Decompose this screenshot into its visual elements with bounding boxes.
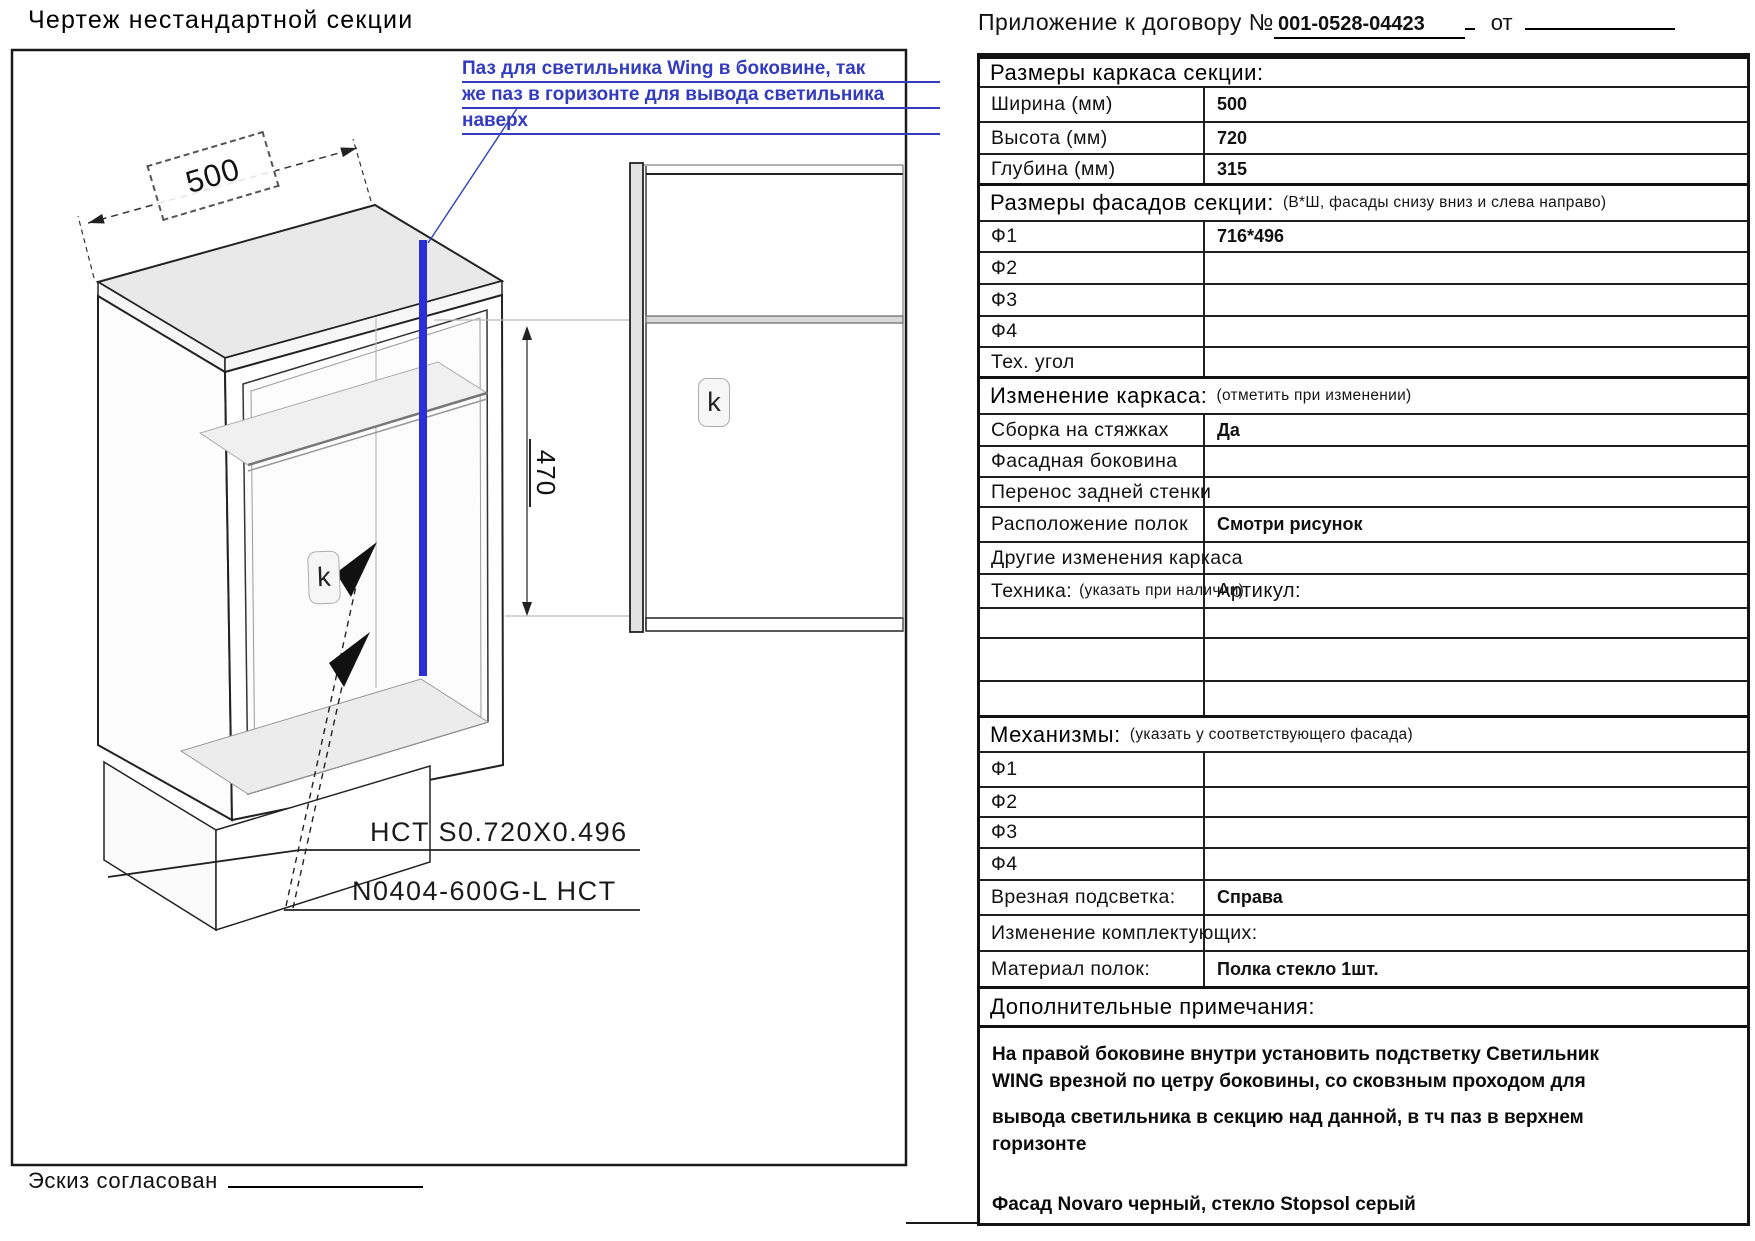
section-title: Размеры фасадов секции: — [990, 190, 1274, 215]
spec-row-label: Ф3 — [980, 818, 1205, 847]
spec-section-header — [980, 715, 1747, 751]
spec-row-value: 716*496 — [1217, 226, 1285, 246]
spec-row — [980, 914, 1747, 950]
spec-row-value — [1205, 543, 1747, 573]
spec-row-label — [980, 639, 1205, 680]
section-title: Изменение каркаса: — [990, 383, 1208, 408]
spec-row-value — [1205, 788, 1747, 816]
height-dimension-label: 470 — [529, 439, 561, 507]
spec-row — [980, 220, 1747, 251]
section-note: (В*Ш, фасады снизу вниз и слева направо) — [1282, 194, 1607, 211]
spec-row — [980, 816, 1747, 847]
spec-row-value — [1205, 609, 1747, 637]
spec-row — [980, 251, 1747, 283]
specification-table — [977, 53, 1750, 1226]
spec-row — [980, 315, 1747, 346]
sketch-approved-label: Эскиз согласован — [28, 1168, 218, 1193]
spec-row — [980, 121, 1747, 153]
spec-row-label — [980, 609, 1205, 637]
spec-row-value — [1205, 682, 1747, 715]
shelf-marker-k-front: k — [698, 378, 730, 427]
page-title: Чертеж нестандартной секции — [28, 6, 414, 34]
spec-row — [980, 879, 1747, 914]
spec-row — [980, 86, 1747, 121]
spec-row-label: Врезная подсветка: — [980, 881, 1205, 914]
note-line: вывода светильника в секцию над данной, в тч паз в верхнем — [992, 1107, 1584, 1128]
spec-row-label: Другие изменения каркаса — [980, 543, 1205, 573]
section-code-label: HCT S0.720X0.496 — [370, 817, 628, 847]
note-line-facade: Фасад Novaro черный, стекло Stopsol серый — [992, 1194, 1416, 1215]
spec-row-label: Изменение комплектующих: — [980, 916, 1205, 950]
date-blank — [1525, 6, 1675, 30]
section-title: Механизмы: — [990, 721, 1121, 747]
spec-row-label: Сборка на стяжках — [980, 415, 1205, 445]
spec-row-value — [1205, 849, 1747, 879]
lamp-groove-annotation — [462, 57, 940, 135]
model-code-label: N0404-600G-L HCT — [352, 876, 617, 906]
spec-table-rows — [980, 56, 1747, 1025]
spec-row-value — [1205, 317, 1747, 346]
spec-row-label: Ф2 — [980, 253, 1205, 283]
note-line: На правой боковине внутри установить подстветку Светильник — [992, 1044, 1599, 1065]
spec-row — [980, 346, 1747, 376]
spec-row-value: Справа — [1217, 887, 1283, 907]
spec-row-value: Да — [1217, 419, 1240, 440]
annotation-line: же паз в горизонте для вывода светильника — [462, 83, 940, 109]
section-note: (отметить при изменении) — [1216, 387, 1412, 404]
date-from-label: от — [1490, 10, 1513, 35]
spec-row-value: Артикул: — [1217, 579, 1302, 602]
spec-row — [980, 506, 1747, 541]
spec-row-value: Смотри рисунок — [1217, 514, 1363, 534]
spec-row-label: Ф4 — [980, 849, 1205, 879]
spec-row — [980, 751, 1747, 786]
spec-section-header — [980, 183, 1747, 220]
spec-row — [980, 637, 1747, 680]
spec-row-label: Перенос задней стенки — [980, 478, 1205, 506]
note-line: WING врезной по цетру боковины, со сковзным проходом для — [992, 1071, 1586, 1092]
annotation-line: Паз для светильника Wing в боковине, так — [462, 57, 940, 83]
spec-row — [980, 950, 1747, 986]
spec-row-label: Ф4 — [980, 317, 1205, 346]
spec-section-header — [980, 56, 1747, 86]
spec-row — [980, 476, 1747, 506]
shelf-marker-k-isometric: k — [307, 550, 341, 604]
front-view-side-panel — [630, 163, 643, 632]
spec-row-value — [1205, 447, 1747, 476]
spec-section-header — [980, 376, 1747, 413]
width-dimension-label: 500 — [146, 131, 279, 221]
front-view-shelf-line — [646, 316, 903, 323]
spec-row — [980, 283, 1747, 315]
spec-row-value: 500 — [1217, 94, 1248, 114]
spec-row-label: Техника: (указать при наличии) — [980, 575, 1205, 607]
section-title: Дополнительные примечания: — [990, 994, 1316, 1019]
spec-row — [980, 573, 1747, 607]
spec-row-label: Ф2 — [980, 788, 1205, 816]
spec-row-value — [1205, 818, 1747, 847]
spec-row — [980, 445, 1747, 476]
spec-row-value: 720 — [1217, 127, 1248, 148]
spec-row-label: Расположение полок — [980, 508, 1205, 541]
spec-row — [980, 541, 1747, 573]
sketch-approved-row — [28, 1164, 423, 1194]
section-note: (указать у соответствующего фасада) — [1129, 725, 1413, 743]
spec-row — [980, 786, 1747, 816]
spec-row-label: Фасадная боковина — [980, 447, 1205, 476]
contract-label: Приложение к договору № — [978, 9, 1274, 35]
annotation-line: наверх — [462, 109, 940, 135]
spec-row-value: 315 — [1217, 158, 1248, 179]
spec-row-value — [1205, 639, 1747, 680]
spec-row-label: Глубина (мм) — [980, 155, 1205, 183]
spec-row — [980, 153, 1747, 183]
spec-row-value — [1205, 916, 1747, 950]
spec-row-label: Ширина (мм) — [980, 88, 1205, 121]
section-title: Размеры каркаса секции: — [990, 59, 1264, 85]
note-line: горизонте — [992, 1134, 1087, 1155]
spec-row-label: Высота (мм) — [980, 123, 1205, 153]
spec-row-label — [980, 682, 1205, 715]
spec-row-label: Тех. угол — [980, 348, 1205, 376]
signature-blank — [228, 1164, 423, 1188]
document-header — [978, 6, 1750, 39]
front-view-bottom-panel — [646, 618, 903, 631]
spec-row-value — [1205, 478, 1747, 506]
spec-row — [980, 680, 1747, 715]
spec-section-header — [980, 986, 1747, 1025]
cabinet-front-view — [630, 163, 903, 632]
spec-row-label: Материал полок: — [980, 952, 1205, 986]
spec-row-label: Ф1 — [980, 222, 1205, 251]
spec-row-note: (указать при наличии) — [1079, 582, 1245, 599]
spec-row — [980, 607, 1747, 637]
spec-row — [980, 847, 1747, 879]
spec-row-value — [1205, 348, 1747, 376]
spec-row-value — [1205, 285, 1747, 315]
contract-number: 001-0528-04423 — [1274, 13, 1465, 39]
spec-row-value: Полка стекло 1шт. — [1217, 958, 1379, 979]
notes-section — [980, 1025, 1747, 1223]
spec-row-value — [1205, 253, 1747, 283]
spec-row-value — [1205, 753, 1747, 786]
contract-number-blank — [1465, 6, 1475, 30]
spec-row-label: Ф1 — [980, 753, 1205, 786]
spec-row — [980, 413, 1747, 445]
spec-row-label: Ф3 — [980, 285, 1205, 315]
